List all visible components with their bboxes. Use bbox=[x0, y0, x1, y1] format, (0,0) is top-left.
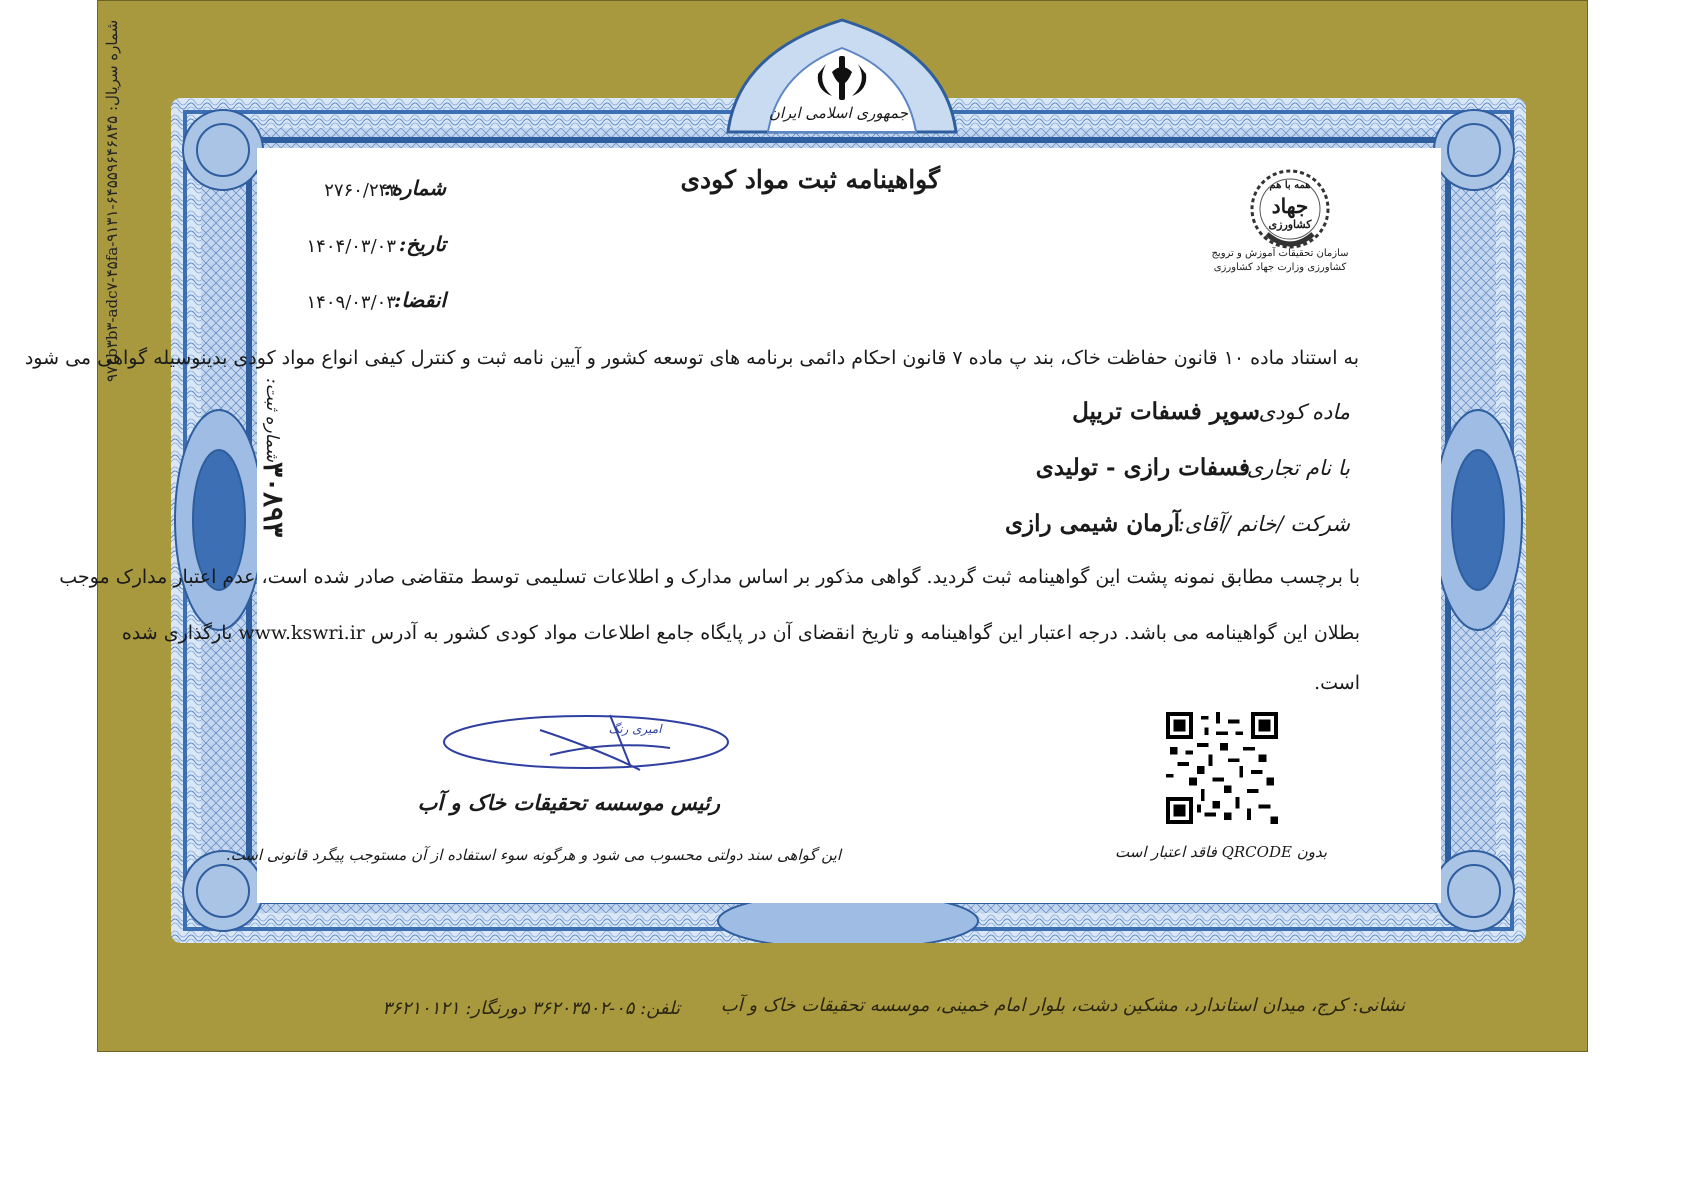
expiry-value: ۱۴۰۹/۰۳/۰۳ bbox=[306, 292, 396, 313]
intro-paragraph: به استناد ماده ۱۰ قانون حفاظت خاک، بند پ ماده ۷ قانون احکام دائمی برنامه های توسعه کشور و آیین نامه ثبت و کنترل کیفی انواع مواد کودی بدینوسیله گواهی می شود bbox=[24, 347, 1359, 369]
registration-label: شماره ثبت: bbox=[262, 377, 282, 462]
material-label: ماده کودی: bbox=[1251, 400, 1350, 424]
registration-number: ۳۰۸۹۳ bbox=[257, 462, 290, 538]
brand-label: با نام تجاری: bbox=[1239, 456, 1350, 480]
qr-code bbox=[1166, 712, 1278, 824]
badge-sub-text: کشاورزی bbox=[1268, 218, 1312, 231]
organization-line1: سازمان تحقیقات آموزش و ترویج bbox=[1211, 248, 1349, 259]
paragraph-line-1: با برچسب مطابق نمونه پشت این گواهینامه ثبت گردید. گواهی مذکور بر اساس مدارک و اطلاعات تسلیمی توسط متقاضی صادر شده است، عدم اعتبار مدارک موجب bbox=[59, 566, 1360, 588]
number-label: شماره: bbox=[384, 176, 446, 200]
number-value: ۲۷۶۰/۲۴۳ bbox=[324, 180, 398, 201]
footer-address: نشانی: کرج، میدان استاندارد، مشکین دشت، بلوار امام خمینی، موسسه تحقیقات خاک و آب bbox=[720, 995, 1405, 1016]
expiry-label: انقضا: bbox=[393, 288, 446, 312]
paragraph-line-2: بطلان این گواهینامه می باشد. درجه اعتبار این گواهینامه و تاریخ انقضای آن در پایگاه جامع اطلاعات مواد کودی کشور به آدرس www.kswri.ir بارگذاری شده bbox=[121, 622, 1360, 644]
national-emblem bbox=[708, 12, 976, 134]
paragraph-line-3: است. bbox=[1314, 672, 1360, 694]
material-value: سوپر فسفات تریپل bbox=[1072, 398, 1260, 425]
footer-phone: تلفن: ۰۵-۳۶۲۰۳۵۰۲ دورنگار: ۳۶۲۱۰۱۲۱ bbox=[382, 998, 680, 1019]
signature-mark bbox=[440, 710, 740, 780]
signature-handwriting: امیری رنگ bbox=[608, 722, 662, 736]
brand-value: فسفات رازی - تولیدی bbox=[1035, 454, 1250, 481]
organization-logo bbox=[1211, 164, 1360, 284]
badge-main-text: جهاد bbox=[1271, 194, 1309, 218]
company-value: آرمان شیمی رازی bbox=[1004, 510, 1180, 537]
badge-top-text: همه با هم bbox=[1269, 180, 1311, 191]
qr-note: بدون QRCODE فاقد اعتبار است bbox=[1115, 843, 1327, 861]
legal-note: این گواهی سند دولتی محسوب می شود و هرگونه سوء استفاده از آن مستوجب پیگرد قانونی است. bbox=[225, 846, 841, 864]
date-value: ۱۴۰۴/۰۳/۰۳ bbox=[306, 236, 396, 257]
company-label: شرکت /خانم /آقای: bbox=[1177, 512, 1350, 536]
certificate-title: گواهینامه ثبت مواد کودی bbox=[680, 165, 940, 194]
date-label: تاریخ: bbox=[398, 232, 446, 256]
emblem-text: جمهوری اسلامی ایران bbox=[768, 104, 908, 122]
serial-number: شماره سریال: ۹۷۴b۳b۳-adc۷-۴۵fa-۹۱۳۱-۶۴۵۵۹۶۴۶۸۴۵ bbox=[103, 20, 121, 383]
signatory-title: رئیس موسسه تحقیقات خاک و آب bbox=[417, 790, 720, 815]
organization-line2: کشاورزی وزارت جهاد کشاورزی bbox=[1213, 262, 1347, 273]
